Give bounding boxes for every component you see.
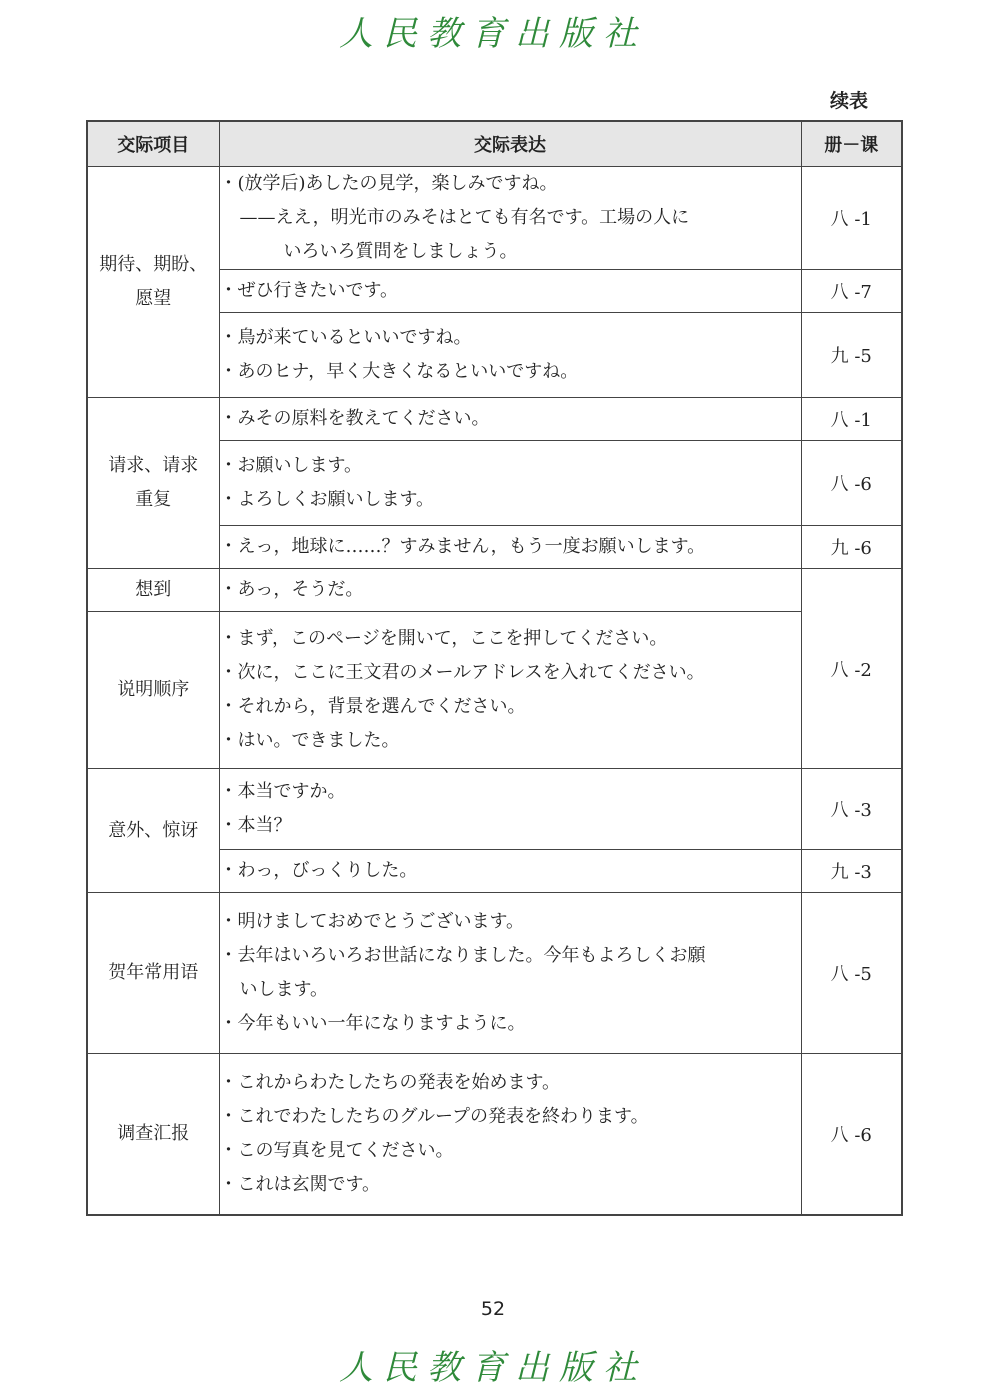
- book-lesson-cell: 九 -3: [801, 850, 902, 893]
- expression-line: ・今年もいい一年になりますように。: [219, 1013, 526, 1034]
- category-line: 愿望: [135, 288, 172, 309]
- expression-line: ・本当？: [219, 815, 292, 836]
- table-row: [87, 569, 902, 612]
- expression-line: いろいろ質問をしましょう。: [283, 241, 518, 262]
- expression-cell: [219, 398, 801, 441]
- table-row: [87, 398, 902, 441]
- expression-line: ・はい。できました。: [219, 730, 400, 751]
- book-lesson-cell: 八 -6: [801, 1054, 902, 1216]
- expression-line: ・明けましておめでとうございます。: [219, 911, 525, 932]
- publisher-logo-bottom: 人民教育出版社: [339, 1348, 647, 1388]
- header-expression: 交际表达: [219, 121, 801, 167]
- expression-line: ・それから，背景を選んでください。: [219, 696, 526, 717]
- book-lesson-cell: 八 -1: [801, 398, 902, 441]
- book-lesson-cell: 八 -7: [801, 270, 902, 313]
- book-lesson-cell: 九 -6: [801, 526, 902, 569]
- expression-line: ・(放学后)あしたの見学，楽しみですね。: [219, 173, 558, 194]
- category-cell: [87, 769, 219, 893]
- expression-cell: [219, 441, 801, 526]
- book-lesson-cell: 八 -2: [801, 569, 902, 769]
- expression-line: ・みその原料を教えてください。: [219, 408, 490, 429]
- communication-table: [86, 120, 903, 1216]
- expression-line: ・お願いします。: [219, 455, 363, 476]
- table-row: [87, 1054, 902, 1216]
- expression-cell: [219, 526, 801, 569]
- category-line: 期待、期盼、: [99, 254, 208, 275]
- expression-line: ・次に，ここに王文君のメールアドレスを入れてください。: [219, 662, 705, 683]
- book-lesson-cell: 八 -6: [801, 441, 902, 526]
- book-lesson-cell: 八 -1: [801, 167, 902, 270]
- expression-line: ・去年はいろいろお世話になりました。今年もよろしくお願: [219, 945, 706, 966]
- category-cell: [87, 1054, 219, 1216]
- expression-cell: [219, 1054, 801, 1216]
- category-line: 想到: [135, 579, 172, 600]
- expression-cell: [219, 612, 801, 769]
- publisher-logo-top: 人民教育出版社: [339, 14, 647, 54]
- page-number: 52: [480, 1298, 506, 1320]
- expression-line: いします。: [239, 979, 329, 1000]
- continued-label: 续表: [829, 90, 868, 112]
- expression-line: ・えっ，地球に……？すみません，もう一度お願いします。: [219, 536, 706, 557]
- book-lesson-cell: 八 -3: [801, 769, 902, 850]
- category-line: 调查汇报: [117, 1123, 190, 1144]
- expression-line: ・あっ，そうだ。: [219, 579, 364, 600]
- expression-cell: [219, 850, 801, 893]
- expression-line: ・わっ，びっくりした。: [219, 860, 418, 881]
- category-line: 说明顺序: [117, 679, 190, 700]
- expression-line: ・鳥が来ているといいですね。: [219, 327, 472, 348]
- expression-line: ・これでわたしたちのグループの発表を終わります。: [219, 1106, 649, 1127]
- expression-line: ・これからわたしたちの発表を始めます。: [219, 1072, 561, 1093]
- table-header-row: [87, 121, 902, 167]
- category-line: 请求、请求: [108, 455, 199, 476]
- expression-line: ・まず，このページを開いて，ここを押してください。: [219, 628, 668, 649]
- category-line: 重复: [135, 489, 172, 510]
- table-row: [87, 769, 902, 850]
- expression-cell: [219, 270, 801, 313]
- table-row: [87, 612, 902, 769]
- expression-line: ——ええ，明光市のみそはとても有名です。工場の人に: [239, 207, 690, 228]
- expression-cell: [219, 313, 801, 398]
- category-line: 意外、惊讶: [108, 819, 199, 841]
- expression-cell: [219, 167, 801, 270]
- expression-line: ・あのヒナ，早く大きくなるといいですね。: [219, 361, 579, 382]
- category-cell: [87, 569, 219, 612]
- expression-line: ・この写真を見てください。: [219, 1140, 454, 1161]
- header-category: 交际项目: [87, 121, 219, 167]
- header-book-lesson: 册－课: [801, 121, 902, 167]
- book-lesson-cell: 八 -5: [801, 893, 902, 1054]
- category-cell: [87, 167, 219, 398]
- category-cell: [87, 893, 219, 1054]
- category-cell: [87, 398, 219, 569]
- category-line: 贺年常用语: [108, 962, 199, 983]
- expression-cell: [219, 893, 801, 1054]
- table-row: [87, 893, 902, 1054]
- table-row: [87, 167, 902, 270]
- expression-line: ・ぜひ行きたいです。: [219, 280, 399, 301]
- expression-line: ・これは玄関です。: [219, 1174, 381, 1195]
- category-cell: [87, 612, 219, 769]
- expression-line: ・よろしくお願いします。: [219, 489, 435, 510]
- expression-line: ・本当ですか。: [219, 781, 346, 802]
- expression-cell: [219, 769, 801, 850]
- expression-cell: [219, 569, 801, 612]
- book-lesson-cell: 九 -5: [801, 313, 902, 398]
